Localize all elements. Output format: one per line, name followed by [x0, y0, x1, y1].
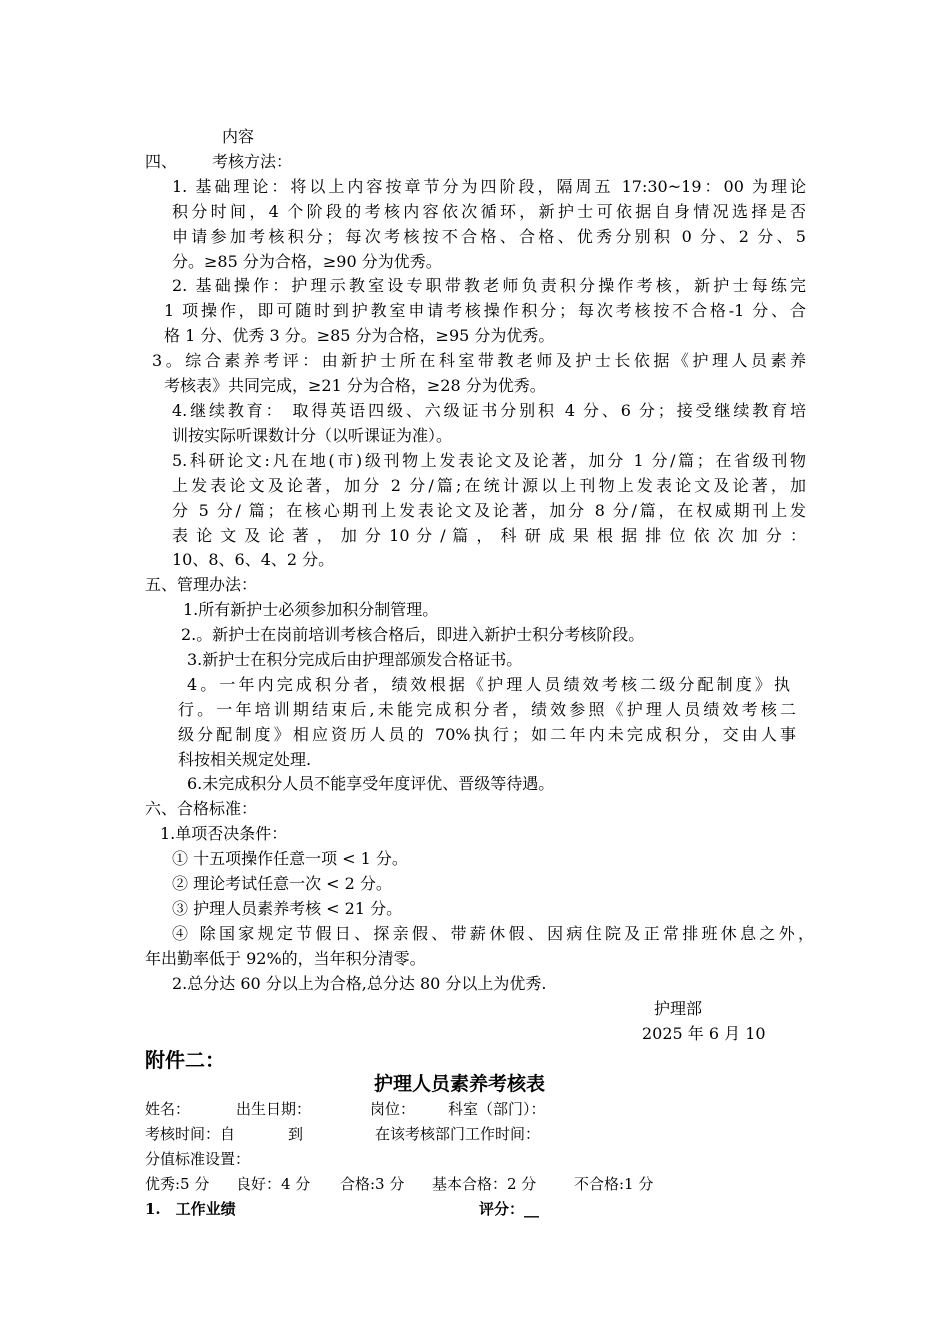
section-heading: 六、合格标准： [145, 799, 258, 818]
score-level-basic-pass: 基本合格：2 分 [432, 1175, 537, 1193]
paragraph-line: 3。综合素养考评：由新护士所在科室带教老师及护士长依据《护理人员素养 [152, 351, 806, 370]
paragraph-line: 积分时间，4 个阶段的考核内容依次循环，新护士可依据自身情况选择是否 [172, 202, 806, 221]
score-level-excellent: 优秀:5 分 [145, 1175, 210, 1193]
field-department-label: 科室（部门）： [448, 1100, 546, 1118]
annex-heading: 附件二： [145, 1048, 225, 1072]
paragraph-line: 3.新护士在积分完成后由护理部颁发合格证书。 [187, 650, 523, 669]
paragraph-line: 10、8、6、4、2 分。 [172, 550, 335, 569]
paragraph-line: 分。≥85 分为合格，≥90 分为优秀。 [172, 252, 442, 271]
paragraph-line: 5.科研论文:凡在地(市)级刊物上发表论文及论著，加分 1 分/篇；在省级刊物 [172, 451, 806, 470]
field-period-to-label: 到 [288, 1125, 304, 1143]
field-birthdate-label: 出生日期： [236, 1100, 312, 1118]
list-item: ② 理论考试任意一次 < 2 分。 [172, 874, 392, 893]
paragraph-line: 级分配制度》相应资历人员的 70%执行；如二年内未完成积分，交由人事 [178, 725, 796, 744]
signature-date: 2025 年 6 月 10 [642, 1024, 766, 1043]
field-period-from-label: 考核时间：自 [145, 1125, 236, 1143]
section-heading: 五、管理办法： [145, 575, 258, 594]
paragraph-line: 1.单项否决条件： [160, 824, 288, 843]
list-item: ④ 除国家规定节假日、探亲假、带薪休假、因病住院及正常排班休息之外， [172, 924, 814, 943]
paragraph-line: 申请参加考核积分；每次考核按不合格、合格、优秀分别积 0 分、2 分、5 [172, 227, 806, 246]
paragraph-line: 2. 基础操作：护理示教室设专职带教老师负责积分操作考核，新护士每练完 [172, 276, 806, 295]
paragraph-line: 年出勤率低于 92%的，当年积分清零。 [145, 949, 426, 968]
signature-department: 护理部 [654, 999, 703, 1018]
field-post-label: 岗位： [370, 1100, 416, 1118]
section-heading: 考核方法： [212, 152, 293, 171]
paragraph-line: 训按实际听课数计分（以听课证为准）。 [172, 426, 453, 445]
field-name-label: 姓名： [145, 1100, 191, 1118]
score-level-fail: 不合格:1 分 [574, 1175, 654, 1193]
score-level-good: 良好：4 分 [236, 1175, 311, 1193]
paragraph-line: 1.所有新护士必须参加积分制管理。 [183, 600, 439, 619]
form-title: 护理人员素养考核表 [374, 1073, 546, 1095]
paragraph-line: 4.继续教育： 取得英语四级、六级证书分别积 4 分、6 分；接受继续教育培 [172, 401, 806, 420]
score-standard-heading: 分值标准设置： [145, 1150, 251, 1168]
paragraph-line: 4。一年内完成积分者，绩效根据《护理人员绩效考核二级分配制度》执 [187, 675, 790, 694]
paragraph-line: 科按相关规定处理. [178, 750, 312, 769]
section-number: 四、 [145, 152, 178, 171]
section-work-performance: 1. 工作业绩 [145, 1200, 236, 1218]
paragraph-line: 6.未完成积分人员不能享受年度评优、晋级等待遇。 [187, 774, 555, 793]
paragraph-line: 格 1 分、优秀 3 分。≥85 分为合格，≥95 分为优秀。 [164, 326, 555, 345]
list-item: ③ 护理人员素养考核 < 21 分。 [172, 899, 403, 918]
list-item: ① 十五项操作任意一项 < 1 分。 [172, 849, 408, 868]
score-level-pass: 合格:3 分 [340, 1175, 405, 1193]
paragraph-line: 1 项操作，即可随时到护教室申请考核操作积分；每次考核按不合格-1 分、合 [164, 301, 806, 320]
paragraph-line: 分 5 分/ 篇；在核心期刊上发表论文及论著，加分 8 分/篇，在权威期刊上发 [172, 501, 806, 520]
paragraph-line: 考核表》共同完成，≥21 分为合格，≥28 分为优秀。 [164, 376, 546, 395]
paragraph-line: 2.总分达 60 分以上为合格,总分达 80 分以上为优秀. [172, 974, 547, 993]
paragraph-line: 表 论 文 及 论 著 ， 加 分 10 分 / 篇 ， 科 研 成 果 根 据 排 位 依 次 加 分 ： [172, 526, 806, 545]
paragraph-line: 行。一年培训期结束后,未能完成积分者，绩效参照《护理人员绩效考核二 [178, 700, 796, 719]
paragraph-line: 1. 基础理论：将以上内容按章节分为四阶段，隔周五 17:30~19：00 为理论 [172, 177, 806, 196]
section-score-field: 评分：__ [479, 1200, 540, 1218]
paragraph-line: 2.。新护士在岗前培训考核合格后，即进入新护士积分考核阶段。 [181, 625, 645, 644]
field-tenure-label: 在该考核部门工作时间： [375, 1125, 541, 1143]
text-line: 内容 [222, 127, 255, 146]
paragraph-line: 上发表论文及论著，加分 2 分/篇;在统计源以上刊物上发表论文及论著，加 [172, 476, 806, 495]
